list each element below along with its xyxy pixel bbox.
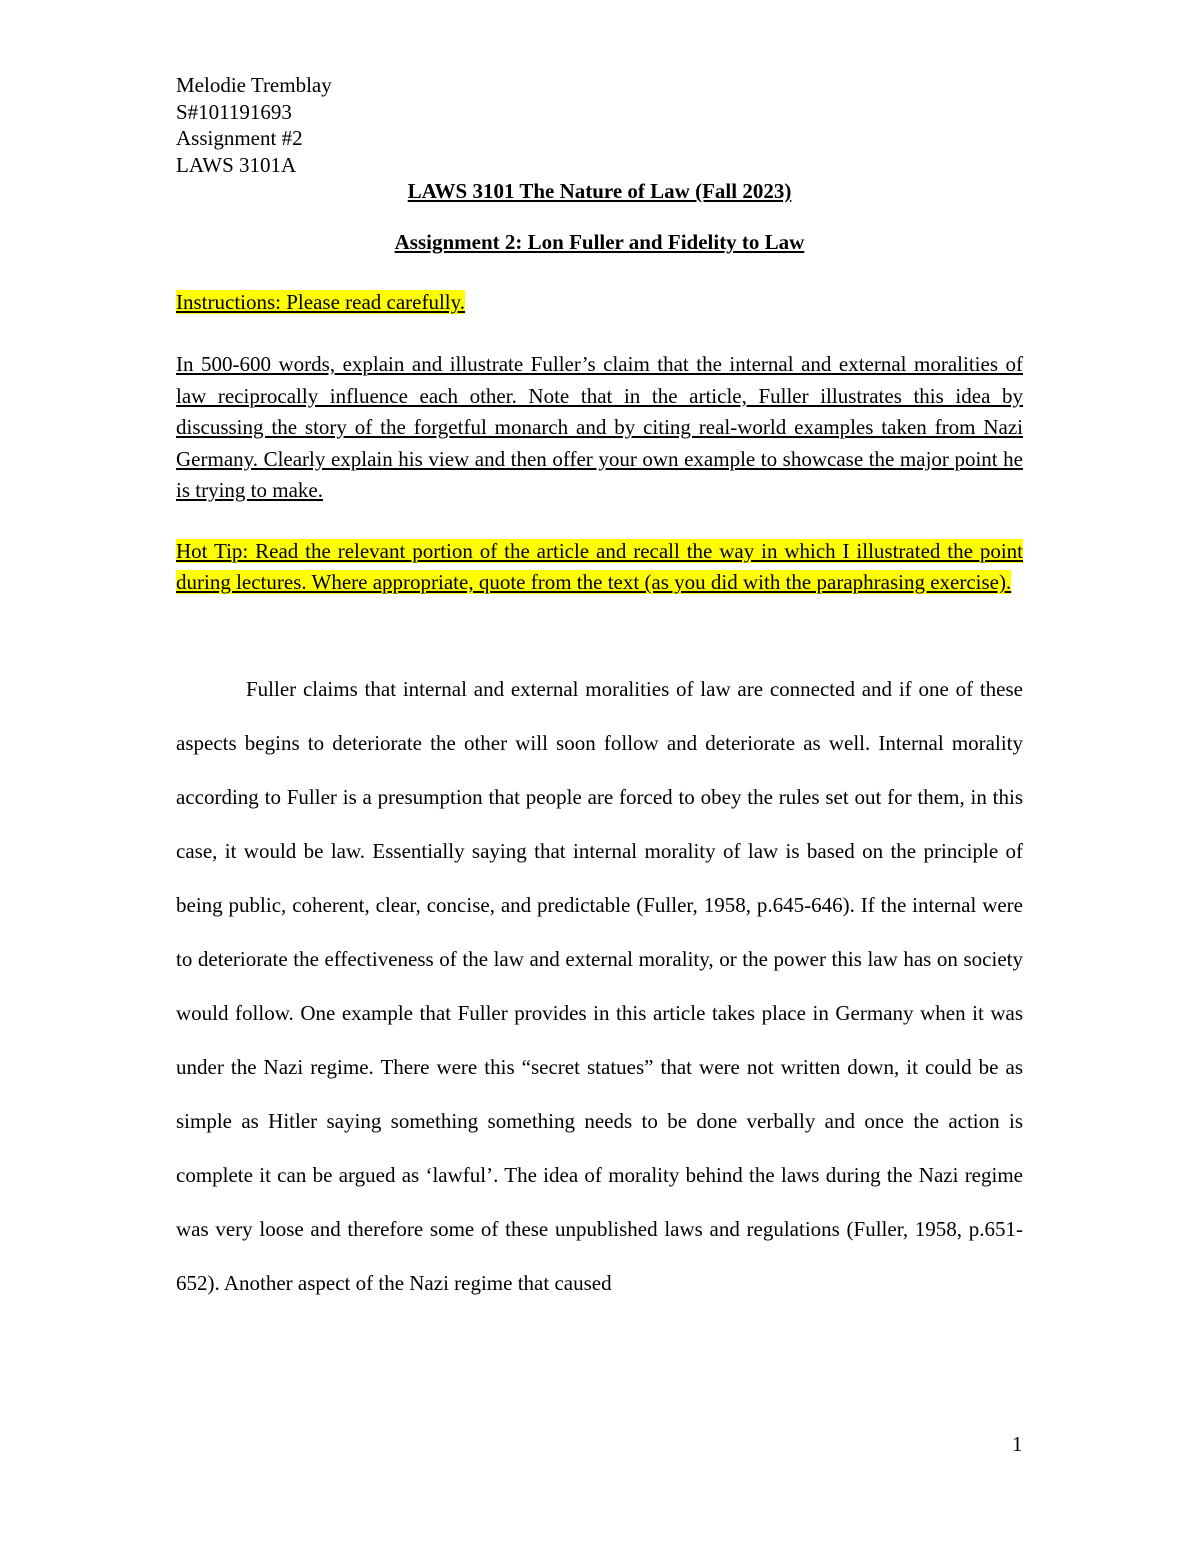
assignment-label: Assignment #2 [176, 126, 303, 150]
student-number: S#101191693 [176, 99, 292, 124]
document-body [176, 72, 1023, 1310]
course-title: LAWS 3101 The Nature of Law (Fall 2023) [407, 179, 792, 203]
instructions-label: Instructions: Please read carefully. [176, 290, 466, 314]
hot-tip [176, 536, 1023, 599]
author-name: Melodie Tremblay [176, 73, 332, 97]
essay-paragraph: Fuller claims that internal and external moralities of law are connected and if one of these aspects begins to deteriorate the other will soon follow and deteriorate as well. Internal morality according to Fuller is a presumption that people are forced to obey the rules set out for them, in this case, it would be law. Essentially saying that internal morality of law is based on the principle of being public, coherent, clear, concise, and predictable (Fuller, 1958, p.645-646). If the internal were to deteriorate the effectiveness of the law and external morality, or the power this law has on society would follow. One example that Fuller provides in this article takes place in Germany when it was under the Nazi regime. There were this “secret statues” that were not written down, it could be as simple as Hitler saying something something needs to be done verbally and once the action is complete it can be argued as ‘lawful’. The idea of morality behind the laws during the Nazi regime was very loose and therefore some of these unpublished laws and regulations (Fuller, 1958, p.651-652). Another aspect of the Nazi regime that caused [176, 676, 1023, 1295]
assignment-prompt: In 500-600 words, explain and illustrate Fuller’s claim that the internal and external moralities of law reciprocally influence each other. Note that in the article, Fuller illustrates this idea by discussing the story of the forgetful monarch and by citing real-world examples taken from Nazi Germany. Clearly explain his view and then offer your own example to showcase the major point he is trying to make. [176, 352, 1023, 502]
hot-tip-text: Hot Tip: Read the relevant portion of the article and recall the way in which I illustrated the point during lectures. Where appropriate, quote from the text (as you did with the paraphrasing exercise). [176, 538, 1023, 594]
page-number: 1 [1012, 1432, 1023, 1456]
course-code: LAWS 3101A [176, 152, 297, 177]
assignment-title: Assignment 2: Lon Fuller and Fidelity to Law [394, 230, 805, 254]
header-block [176, 72, 1023, 178]
instructions-line [176, 287, 1023, 318]
